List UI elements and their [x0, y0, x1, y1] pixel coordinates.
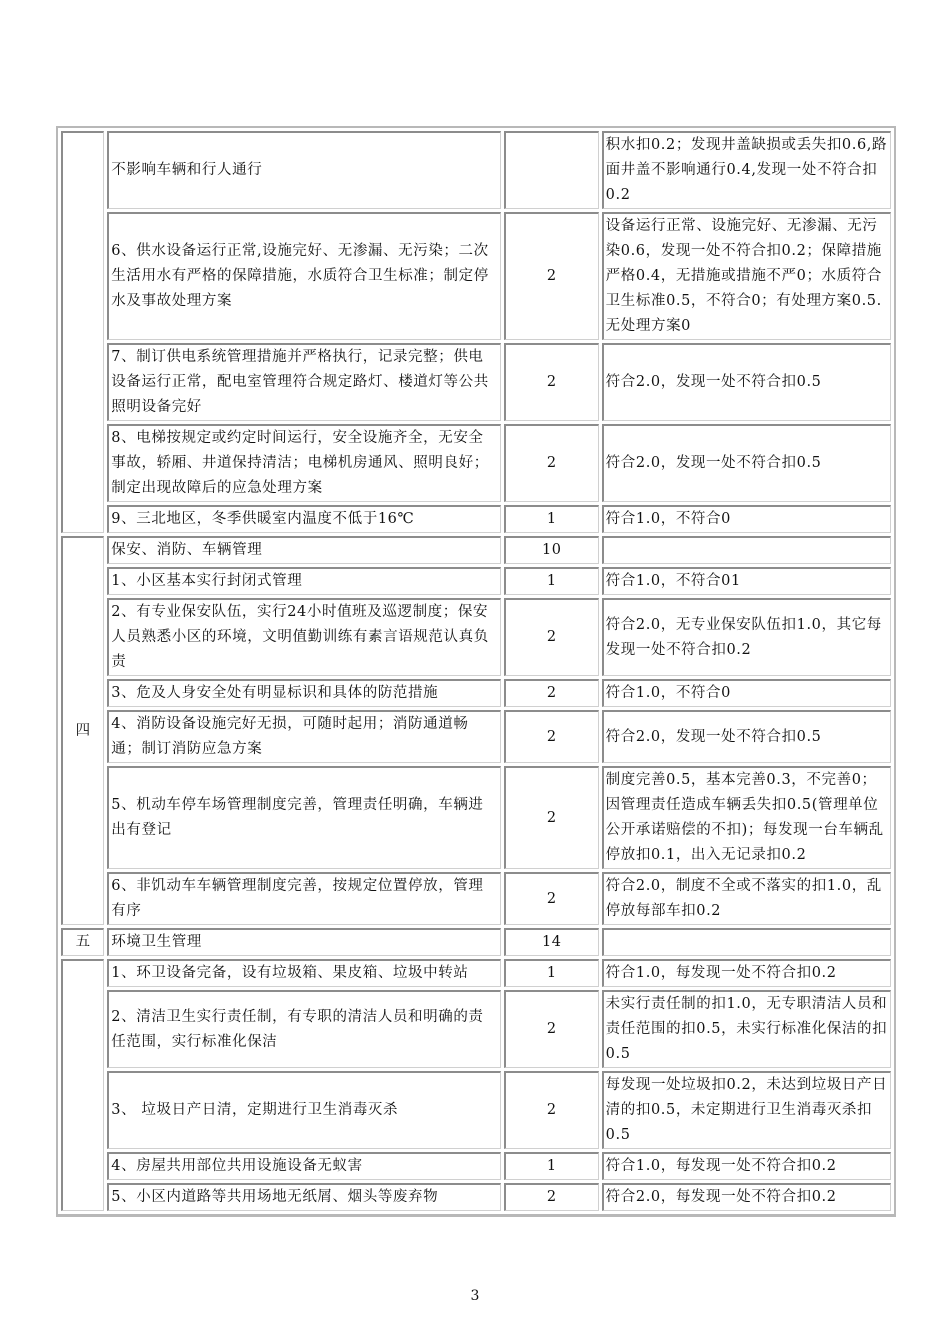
score-cell: 2 [504, 343, 599, 421]
scoring-standard-cell: 符合2.0，制度不全或不落实的扣1.0，乱停放每部车扣0.2 [602, 872, 891, 925]
item-description-cell: 2、清洁卫生实行责任制，有专职的清洁人员和明确的责任范围，实行标准化保洁 [107, 990, 501, 1068]
score-cell: 1 [504, 959, 599, 987]
table-row [61, 959, 891, 987]
table-row [61, 424, 891, 502]
scoring-standard-cell: 符合2.0，发现一处不符合扣0.5 [602, 424, 891, 502]
item-description-cell: 6、非饥动车车辆管理制度完善，按规定位置停放，管理有序 [107, 872, 501, 925]
item-description-cell: 1、小区基本实行封闭式管理 [107, 567, 501, 595]
table-row [61, 212, 891, 340]
item-description-cell: 1、环卫设备完备，设有垃圾箱、果皮箱、垃圾中转站 [107, 959, 501, 987]
scoring-standard-cell: 每发现一处垃圾扣0.2，未达到垃圾日产日清的扣0.5，未定期进行卫生消毒灭杀扣0.5 [602, 1071, 891, 1149]
item-description-cell: 保安、消防、车辆管理 [107, 536, 501, 564]
item-description-cell: 环境卫生管理 [107, 928, 501, 956]
item-description-cell: 8、电梯按规定或约定时间运行，安全设施齐全，无安全事故，轿厢、井道保持清洁；电梯机房通风、照明良好；制定出现故障后的应急处理方案 [107, 424, 501, 502]
score-cell: 1 [504, 1152, 599, 1180]
score-cell: 1 [504, 567, 599, 595]
scoring-standard-cell: 符合2.0，发现一处不符合扣0.5 [602, 710, 891, 763]
scoring-standard-cell: 符合1.0，每发现一处不符合扣0.2 [602, 959, 891, 987]
score-cell: 2 [504, 872, 599, 925]
standards-table [56, 126, 896, 1217]
section-number-cell: 五 [61, 928, 104, 956]
score-cell: 2 [504, 679, 599, 707]
table-row [61, 131, 891, 209]
item-description-cell: 5、小区内道路等共用场地无纸屑、烟头等废弃物 [107, 1183, 501, 1211]
scoring-standard-cell: 符合2.0，无专业保安队伍扣1.0，其它每发现一处不符合扣0.2 [602, 598, 891, 676]
scoring-standard-cell [602, 928, 891, 956]
score-cell [504, 131, 599, 209]
item-description-cell: 7、制订供电系统管理措施并严格执行，记录完整；供电设备运行正常，配电室管理符合规定路灯、楼道灯等公共照明设备完好 [107, 343, 501, 421]
score-cell: 2 [504, 1071, 599, 1149]
table-row [61, 505, 891, 533]
item-description-cell: 3、 垃圾日产日清，定期进行卫生消毒灭杀 [107, 1071, 501, 1149]
score-cell: 2 [504, 766, 599, 869]
table-row [61, 1071, 891, 1149]
table-row [61, 1183, 891, 1211]
scoring-standard-cell: 积水扣0.2；发现井盖缺损或丢失扣0.6,路面井盖不影响通行0.4,发现一处不符合扣0.2 [602, 131, 891, 209]
table-row [61, 710, 891, 763]
table-row [61, 598, 891, 676]
score-cell: 10 [504, 536, 599, 564]
page-number: 3 [470, 1288, 480, 1304]
table-row [61, 872, 891, 925]
scoring-standard-cell: 符合2.0，每发现一处不符合扣0.2 [602, 1183, 891, 1211]
scoring-standard-cell: 符合1.0，不符合01 [602, 567, 891, 595]
item-description-cell: 4、消防设备设施完好无损，可随时起用；消防通道畅通；制订消防应急方案 [107, 710, 501, 763]
item-description-cell: 6、供水设备运行正常,设施完好、无渗漏、无污染；二次生活用水有严格的保障措施，水质符合卫生标准；制定停水及事故处理方案 [107, 212, 501, 340]
item-description-cell: 9、三北地区，冬季供暖室内温度不低于16℃ [107, 505, 501, 533]
section-number-cell: 四 [61, 536, 104, 925]
item-description-cell: 2、有专业保安队伍，实行24小时值班及巡逻制度；保安人员熟悉小区的环境，文明值勤训练有素言语规范认真负责 [107, 598, 501, 676]
scoring-standard-cell: 未实行责任制的扣1.0，无专职清洁人员和责任范围的扣0.5，未实行标准化保洁的扣0.5 [602, 990, 891, 1068]
table-row [61, 990, 891, 1068]
scoring-standard-cell: 符合2.0，发现一处不符合扣0.5 [602, 343, 891, 421]
scoring-standard-cell: 符合1.0，每发现一处不符合扣0.2 [602, 1152, 891, 1180]
scoring-standard-cell: 设备运行正常、设施完好、无渗漏、无污染0.6，发现一处不符合扣0.2；保障措施严格0.4，无措施或措施不严0；水质符合卫生标准0.5，不符合0；有处理方案0.5.无处理方案0 [602, 212, 891, 340]
score-cell: 2 [504, 990, 599, 1068]
table-row [61, 343, 891, 421]
scoring-standard-cell: 制度完善0.5，基本完善0.3，不完善0；因管理责任造成车辆丢失扣0.5(管理单位公开承诺赔偿的不扣)；每发现一台车辆乱停放扣0.1，出入无记录扣0.2 [602, 766, 891, 869]
scoring-standard-cell [602, 536, 891, 564]
table-row [61, 1152, 891, 1180]
score-cell: 1 [504, 505, 599, 533]
score-cell: 2 [504, 424, 599, 502]
scoring-standard-cell: 符合1.0，不符合0 [602, 679, 891, 707]
score-cell: 2 [504, 710, 599, 763]
table-row [61, 567, 891, 595]
section-number-cell [61, 131, 104, 533]
scoring-standard-cell: 符合1.0，不符合0 [602, 505, 891, 533]
score-cell: 2 [504, 598, 599, 676]
score-cell: 2 [504, 1183, 599, 1211]
table-row [61, 766, 891, 869]
score-cell: 14 [504, 928, 599, 956]
section-number-cell [61, 959, 104, 1211]
standards-table-body [61, 131, 891, 1211]
item-description-cell: 不影响车辆和行人通行 [107, 131, 501, 209]
item-description-cell: 5、机动车停车场管理制度完善，管理责任明确，车辆进出有登记 [107, 766, 501, 869]
score-cell: 2 [504, 212, 599, 340]
table-row [61, 536, 891, 564]
table-row [61, 928, 891, 956]
table-row [61, 679, 891, 707]
item-description-cell: 4、房屋共用部位共用设施设备无蚁害 [107, 1152, 501, 1180]
item-description-cell: 3、危及人身安全处有明显标识和具体的防范措施 [107, 679, 501, 707]
